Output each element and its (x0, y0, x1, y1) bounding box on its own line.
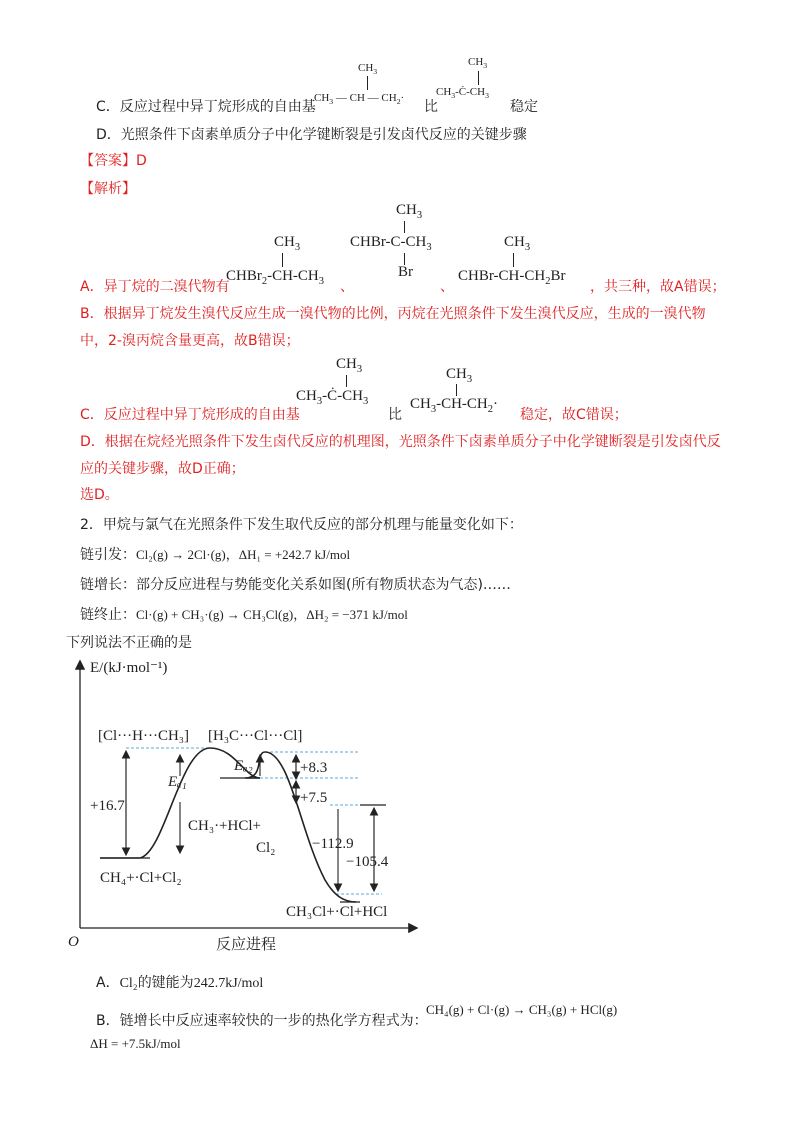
option-c-line (96, 96, 316, 116)
value-105-4: −105.4 (346, 854, 389, 870)
mid-state-label-2: Cl₂ (256, 840, 276, 856)
answer-value: D (136, 153, 147, 169)
q2-option-b-text: 链增长中反应速率较快的一步的热化学方程式为： (119, 1013, 428, 1029)
value-7-5: +7.5 (300, 790, 328, 806)
option-c-compare: 比 (424, 99, 438, 115)
chain-init-label: 链引发： (80, 547, 136, 563)
chain-term-line (80, 604, 408, 624)
value-8-3: +8.3 (300, 760, 328, 776)
dibromo-structure-3: $CH_3$ CHBr-$CH-CH_2Br$ (458, 234, 566, 287)
exp-c-compare: 比 (388, 407, 402, 423)
option-d-prefix: D． (96, 127, 121, 143)
q2-option-b (96, 1010, 428, 1030)
q2-option-a-formula: Cl₂ (119, 976, 138, 991)
ts2-label: [H₃C···Cl···Cl] (208, 728, 303, 744)
radical-structure-1: $CH_3$ $CH_3$ — CH — $CH_2\cdot$ (314, 62, 405, 107)
option-c-end: 稳定 (510, 99, 538, 115)
exp-a-text: A．异丁烷的二溴代物有 (80, 279, 230, 295)
exp-d-line1: D．根据在烷烃光照条件下发生卤代反应的机理图，光照条件下卤素单质分子中化学键断裂是引发卤代反 (80, 434, 721, 450)
chain-prop-label: 链增长： (80, 577, 136, 593)
x-axis-label: 反应进程 (216, 935, 277, 953)
q2-stem: 2．甲烷与氯气在光照条件下发生取代反应的部分机理与能量变化如下： (80, 517, 523, 533)
chain-prop-line (80, 574, 511, 594)
chain-prop-text: 部分反应进程与势能变化关系如图(所有物质状态为气态)…… (136, 577, 511, 593)
dibromo-structure-1: $CH_3$ $CHBr_2-CH-CH_3$ (226, 234, 325, 287)
q2-option-b-dh: ΔH = +7.5kJ/mol (90, 1036, 181, 1051)
option-c-prefix: C． (96, 99, 120, 115)
q2-option-a (96, 972, 263, 992)
exp-b-line2: 中，2-溴丙烷含量更高，故B错误； (80, 333, 300, 349)
exp-c-tail: 稳定，故C错误； (520, 407, 628, 423)
q2-option-a-value: 242.7kJ/mol (193, 976, 264, 991)
q2-option-a-prefix: A． (96, 975, 120, 991)
origin-label: O (68, 934, 79, 950)
q2-option-b-eq: CH₄(g) + Cl·(g) → CH₃(g) + HCl(g) (426, 1002, 618, 1017)
mid-state-label-1: CH₃·+HCl+ (188, 818, 261, 834)
exp-a-sep1: 、 (340, 279, 354, 295)
exp-a-tail: ，共三种，故A错误； (590, 279, 726, 295)
chain-term-eq: Cl·(g) + CH₃·(g) → CH₃Cl(g)，ΔH₂ = −371 kJ/mol (136, 607, 408, 622)
start-state-label: CH₄+·Cl+Cl₂ (100, 870, 182, 886)
q2-option-a-text: 的键能为 (137, 975, 194, 991)
analysis-label: 【解析】 (80, 181, 136, 197)
radical-structure-4: $CH_3$ $CH_3-CH-CH_2\cdot$ (410, 366, 499, 415)
chain-term-label: 链终止： (80, 607, 136, 623)
exp-c-text: C．反应过程中异丁烷形成的自由基 (80, 407, 300, 423)
ea1-label: Eₐ₁ (168, 774, 187, 790)
answer-label: 【答案】 (80, 153, 136, 169)
choose-answer: 选D。 (80, 487, 119, 503)
radical-structure-2: $CH_3$ $CH_3-Ċ-CH_3$ (436, 56, 489, 101)
radical-structure-3: $CH_3$ $CH_3-Ċ-CH_3$ (296, 356, 369, 407)
end-state-label: CH₃Cl+·Cl+HCl (286, 904, 388, 920)
ea2-label: Eₐ₂ (234, 758, 253, 774)
dibromo-structure-2: $CH_3$ CHBr-$C-CH_3$ Br (350, 202, 432, 280)
q2-ask: 下列说法不正确的是 (66, 635, 192, 651)
y-axis-label: E/(kJ·mol⁻¹) (90, 660, 168, 676)
energy-diagram (60, 652, 440, 962)
q2-option-b-prefix: B． (96, 1013, 120, 1029)
answer-line (80, 150, 147, 170)
exp-a-sep2: 、 (440, 279, 454, 295)
option-d-text: 光照条件下卤素单质分子中化学键断裂是引发卤代反应的关键步骤 (120, 127, 527, 143)
value-112-9: −112.9 (312, 836, 354, 852)
chain-init-eq: Cl₂(g) → 2Cl·(g)，ΔH₁ = +242.7 kJ/mol (136, 547, 351, 562)
chain-init-line (80, 544, 350, 564)
option-d-line (96, 124, 527, 144)
value-16-7: +16.7 (90, 798, 125, 814)
option-c-text: 反应过程中异丁烷形成的自由基 (119, 99, 316, 115)
exp-d-line2: 应的关键步骤，故D正确； (80, 461, 245, 477)
exp-b-line1: B．根据异丁烷发生溴代反应生成一溴代物的比例，丙烷在光照条件下发生溴代反应，生成的一溴代物 (80, 306, 706, 322)
ts1-label: [Cl···H···CH₃] (98, 728, 190, 744)
